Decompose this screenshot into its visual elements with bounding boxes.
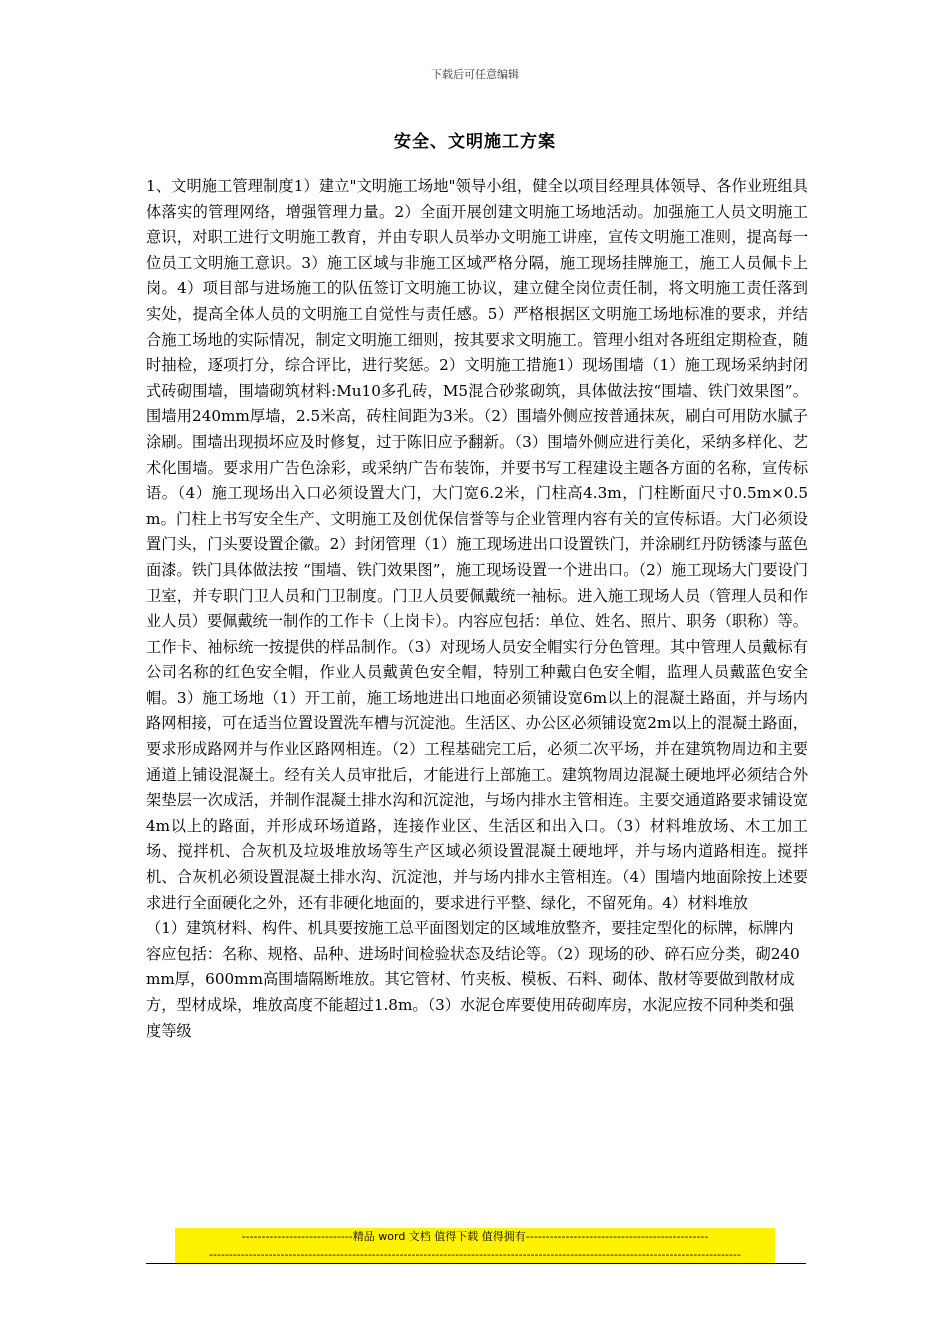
footer-banner-line: ----------------------------精品 word 文档 值得下载 值得拥有---------------------------------------------- [241, 1230, 709, 1243]
footer-banner [175, 1228, 775, 1264]
bottom-rule [146, 1263, 806, 1264]
body-paragraph: （1）建筑材料、构件、机具要按施工总平面图划定的区域堆放整齐，要挂定型化的标牌，标牌内容应包括：名称、规格、品种、进场时间检验状态及结论等。（2）现场的砂、碎石应分类，砌240mm厚，600mm高围墙隔断堆放。其它管材、竹夹板、模板、石料、砌体、散材等要做到散材成方，型材成垛，堆放高度不能超过1.8m。（3）水泥仓库要使用砖砌库房，水泥应按不同种类和强度等级 [146, 919, 800, 1040]
document-body [146, 174, 808, 1044]
document-title: 安全、文明施工方案 [394, 132, 556, 152]
header-note: 下载后可任意编辑 [431, 68, 519, 81]
body-paragraph: 1、文明施工管理制度1）建立"文明施工场地"领导小组，健全以项目经理具体领导、各作业班组具体落实的管理网络，增强管理力量。2）全面开展创建文明施工场地活动。加强施工人员文明施工意识，对职工进行文明施工教育，并由专职人员举办文明施工讲座，宣传文明施工准则，提高每一位员工文明施工意识。3）施工区域与非施工区域严格分隔，施工现场挂牌施工，施工人员佩卡上岗。4）项目部与进场施工的队伍签订文明施工协议，建立健全岗位责任制，将文明施工责任落到实处，提高全体人员的文明施工自觉性与责任感。5）严格根据区文明施工场地标准的要求，并结合施工场地的实际情况，制定文明施工细则，按其要求文明施工。管理小组对各班组定期检查，随时抽检，逐项打分，综合评比，进行奖惩。2）文明施工措施1）现场围墙（1）施工现场采纳封闭式砖砌围墙，围墙砌筑材料:Mu10多孔砖，M5混合砂浆砌筑，具体做法按“围墙、铁门效果图”。围墙用240mm厚墙，2.5米高，砖柱间距为3米。（2）围墙外侧应按普通抹灰，刷白可用防水腻子涂刷。围墙出现损坏应及时修复，过于陈旧应予翻新。（3）围墙外侧应进行美化，采纳多样化、艺术化围墙。要求用广告色涂彩，或采纳广告布装饰，并要书写工程建设主题各方面的名称，宣传标语。（4）施工现场出入口必须设置大门，大门宽6.2米，门柱高4.3m，门柱断面尺寸0.5m×0.5m。门柱上书写安全生产、文明施工及创优保信誉等与企业管理内容有关的宣传标语。大门必须设置门头，门头要设置企徽。2）封闭管理（1）施工现场进出口设置铁门，并涂刷红丹防锈漆与蓝色面漆。铁门具体做法按 “围墙、铁门效果图”，施工现场设置一个进出口。（2）施工现场大门要设门卫室，并专职门卫人员和门卫制度。门卫人员要佩戴统一袖标。进入施工现场人员（管理人员和作业人员）要佩戴统一制作的工作卡（上岗卡）。内容应包括：单位、姓名、照片、职务（职称）等。工作卡、袖标统一按提供的样品制作。（3）对现场人员安全帽实行分色管理。其中管理人员戴标有公司名称的红色安全帽，作业人员戴黄色安全帽，特别工种戴白色安全帽，监理人员戴蓝色安全帽。3）施工场地（1）开工前，施工场地进出口地面必须铺设宽6m以上的混凝土路面，并与场内路网相接，可在适当位置设置洗车槽与沉淀池。生活区、办公区必须铺设宽2m以上的混凝土路面，要求形成路网并与作业区路网相连。（2）工程基础完工后，必须二次平场，并在建筑物周边和主要通道上铺设混凝土。经有关人员审批后，才能进行上部施工。建筑物周边混凝土硬地坪必须结合外架垫层一次成活，并制作混凝土排水沟和沉淀池，与场内排水主管相连。主要交通道路要求铺设宽4m以上的路面，并形成环场道路，连接作业区、生活区和出入口。（3）材料堆放场、木工加工场、搅拌机、合灰机及垃圾堆放场等生产区域必须设置混凝土硬地坪，并与场内道路相连。搅拌机、合灰机必须设置混凝土排水沟、沉淀池，并与场内排水主管相连。（4）围墙内地面除按上述要求进行全面硬化之外，还有非硬化地面的，要求进行平整、绿化，不留死角。4）材料堆放 [146, 177, 808, 912]
footer-banner-line: -------------------------------------------------------------------------------------------------------------------------------------- [209, 1248, 741, 1261]
